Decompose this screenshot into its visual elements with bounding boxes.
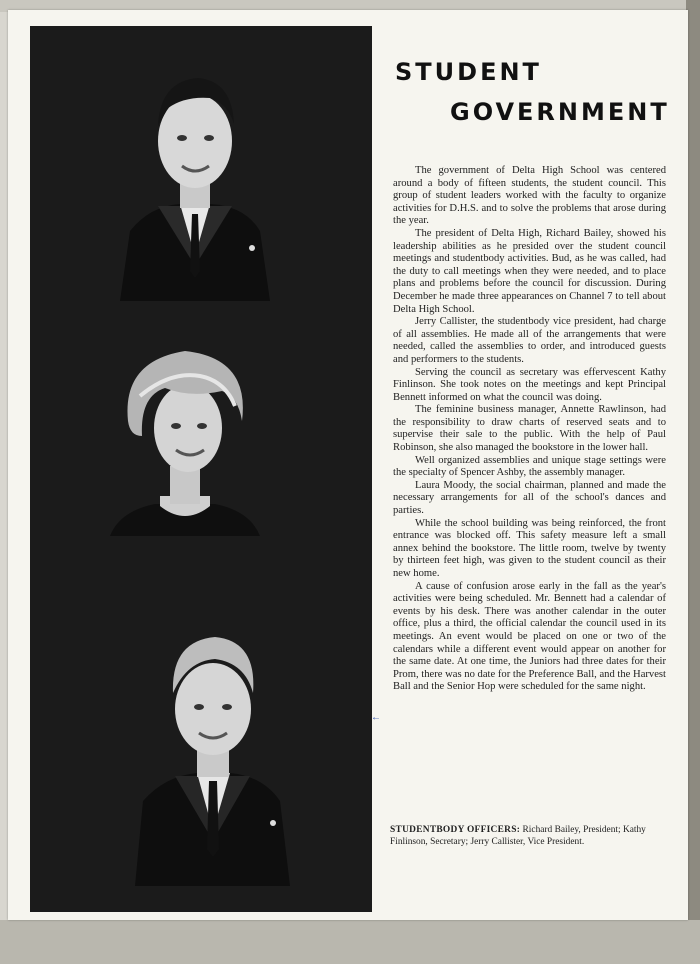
article-body bbox=[393, 165, 666, 694]
paragraph: Jerry Callister, the studentbody vice president, had charge of all assemblies. He made all of the arrangements that were needed, called the assemblies to order, and introduced guests and performers to the students. bbox=[393, 316, 666, 365]
paragraph: A cause of confusion arose early in the fall as the year's activities were being scheduled. Mr. Bennett had a calendar of events by his desk. There was another calendar in the outer office, plus a third, the official calendar the council used in its meetings. An event would be placed on one or two of the calendars while a different event would appear on another for the same date. At one time, the Juniors had three dates for their Prom, there was no date for the Preference Ball, and the Harvest Ball and the Senior Hop were scheduled for the same night. bbox=[393, 580, 666, 693]
paragraph: Laura Moody, the social chairman, planned and made the necessary arrangements for all of the school's dances and parties. bbox=[393, 479, 666, 517]
paragraph: While the school building was being reinforced, the front entrance was blocked off. This safety measure left a small annex behind the bookstore. The little room, twelve by twenty by thirteen feet high, was given to the student council as their new home. bbox=[393, 517, 666, 579]
page-title-line-1: STUDENT bbox=[395, 58, 542, 86]
page-title-line-2: GOVERNMENT bbox=[450, 98, 670, 126]
caption-lead: STUDENTBODY OFFICERS: bbox=[390, 825, 521, 835]
paragraph: The feminine business manager, Annette Rawlinson, had the responsibility to draw charts of reserved seats and to supervise their sale to the public. With the help of Paul Robinson, she also managed the bookstore in the lower hall. bbox=[393, 404, 666, 454]
margin-arrow-mark: ← bbox=[371, 712, 381, 723]
paragraph: The president of Delta High, Richard Bailey, showed his leadership abilities as he presided over the student council meetings and studentbody activities. Bud, as he was called, had the duty to call meetings when they were needed, and to place plans and problems before the council for discussion. During December he made three appearances on Channel 7 to tell about Delta High School. bbox=[393, 227, 666, 315]
portrait-vice-president bbox=[135, 621, 290, 886]
paragraph: The government of Delta High School was centered around a body of fifteen students, the student council. This group of student leaders worked with the faculty to organize activities for D.H.S. and to solve the problems that arose during the year. bbox=[393, 165, 666, 227]
officer-photo-panel bbox=[30, 26, 372, 912]
portrait-president bbox=[120, 56, 270, 301]
photo-caption bbox=[390, 825, 665, 848]
scan-edge-right bbox=[686, 0, 700, 964]
caption-text: Richard Bailey, President; Kathy Finlinson, Secretary; Jerry Callister, Vice President. bbox=[390, 825, 646, 847]
paragraph: Serving the council as secretary was effervescent Kathy Finlinson. She took notes on the meetings and kept Principal Bennett informed on what the council was doing. bbox=[393, 366, 666, 403]
paragraph: Well organized assemblies and unique stage settings were the specialty of Spencer Ashby, the assembly manager. bbox=[393, 454, 666, 479]
scan-edge-bottom bbox=[0, 920, 700, 964]
portrait-secretary bbox=[110, 336, 260, 536]
